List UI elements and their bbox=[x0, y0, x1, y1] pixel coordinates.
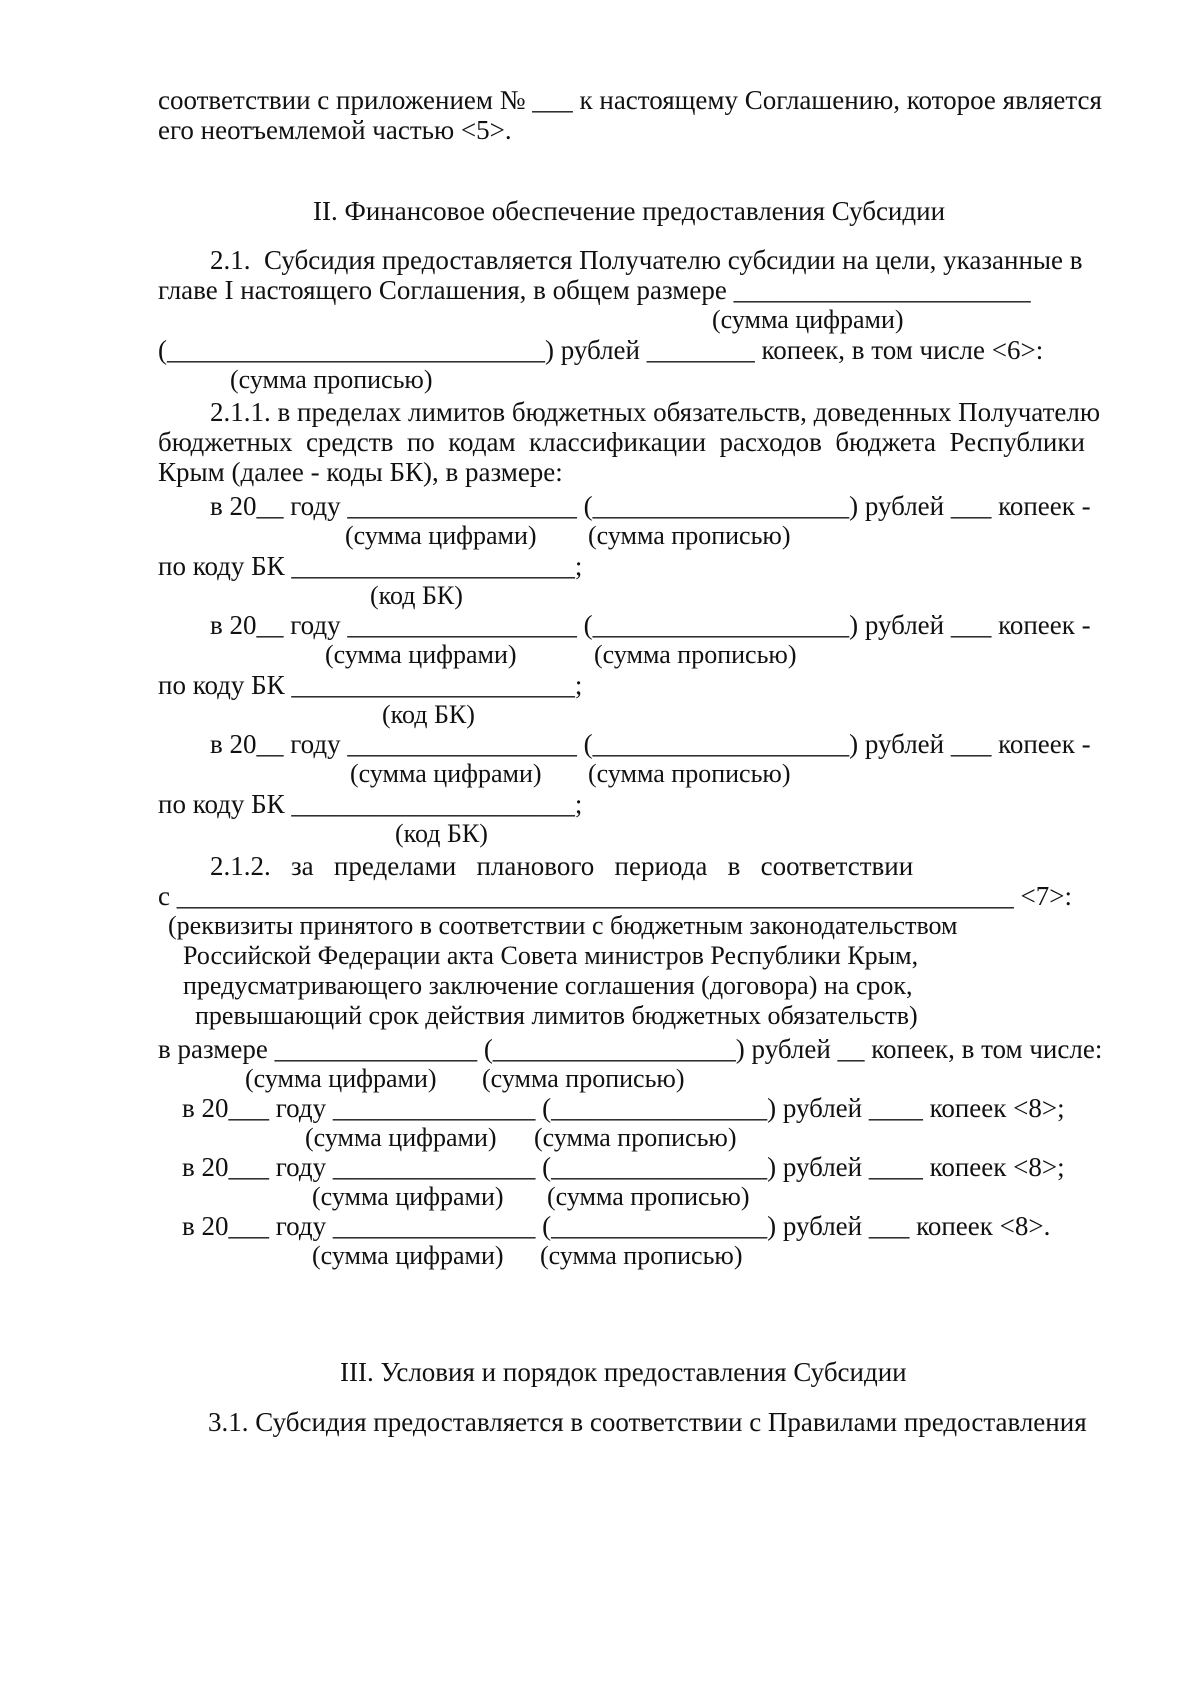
p212-requisites-line-1: (реквизиты принятого в соответствии с бюджетным законодательством bbox=[168, 911, 958, 940]
p212-line-2: с ______________________________________________________________ <7>: bbox=[158, 881, 1072, 911]
p21-caption-sum-words: (сумма прописью) bbox=[230, 365, 433, 394]
p212-year-caption-words: (сумма прописью) bbox=[534, 1123, 737, 1152]
p21-line-3: (____________________________) рублей ________ копеек, в том числе <6>: bbox=[158, 335, 1044, 365]
bk-caption-digits: (сумма цифрами) bbox=[350, 759, 542, 788]
p212-year-caption-digits: (сумма цифрами) bbox=[305, 1123, 497, 1152]
p212-year-caption-words: (сумма прописью) bbox=[547, 1182, 750, 1211]
p212-caption-digits: (сумма цифрами) bbox=[245, 1064, 437, 1093]
bk-caption-code: (код БК) bbox=[370, 581, 463, 610]
p21-line-1: 2.1. Субсидия предоставляется Получателю субсидии на цели, указанные в bbox=[210, 245, 1083, 275]
p211-line-3: Крым (далее - коды БК), в размере: bbox=[158, 457, 563, 487]
p21-line-2: главе I настоящего Соглашения, в общем размере ______________________ bbox=[158, 275, 1031, 305]
p212-year-line: в 20___ году _______________ (________________) рублей ____ копеек <8>; bbox=[182, 1093, 1065, 1123]
section-3-heading: III. Условия и порядок предоставления Субсидии bbox=[340, 1357, 907, 1387]
bk-code-line: по коду БК _____________________; bbox=[158, 551, 583, 581]
p212-year-caption-digits: (сумма цифрами) bbox=[312, 1241, 504, 1270]
section-2-heading: II. Финансовое обеспечение предоставления Субсидии bbox=[313, 196, 946, 226]
p211-line-1: 2.1.1. в пределах лимитов бюджетных обязательств, доведенных Получателю bbox=[210, 397, 1101, 427]
bk-year-line: в 20__ году _________________ (___________________) рублей ___ копеек - bbox=[210, 729, 1091, 759]
p21-caption-sum-digits: (сумма цифрами) bbox=[712, 305, 904, 334]
p211-line-2: бюджетных средств по кодам классификации расходов бюджета Республики bbox=[158, 427, 1085, 457]
bk-caption-words: (сумма прописью) bbox=[588, 521, 791, 550]
p212-requisites-line-3: предусматривающего заключение соглашения (договора) на срок, bbox=[183, 971, 913, 1000]
bk-caption-code: (код БК) bbox=[382, 700, 475, 729]
bk-caption-words: (сумма прописью) bbox=[588, 759, 791, 788]
p212-line-1: 2.1.2. за пределами планового периода в соответствии bbox=[210, 851, 914, 881]
p212-size-line: в размере _______________ (__________________) рублей __ копеек, в том числе: bbox=[158, 1034, 1103, 1064]
bk-caption-digits: (сумма цифрами) bbox=[325, 640, 517, 669]
bk-year-line: в 20__ году _________________ (___________________) рублей ___ копеек - bbox=[210, 610, 1091, 640]
intro-line-2: его неотъемлемой частью <5>. bbox=[158, 115, 512, 145]
bk-code-line: по коду БК _____________________; bbox=[158, 789, 583, 819]
bk-code-line: по коду БК _____________________; bbox=[158, 670, 583, 700]
p212-caption-words: (сумма прописью) bbox=[482, 1064, 685, 1093]
p212-requisites-line-2: Российской Федерации акта Совета министров Республики Крым, bbox=[183, 941, 919, 970]
p212-year-line: в 20___ году _______________ (________________) рублей ___ копеек <8>. bbox=[182, 1211, 1051, 1241]
bk-caption-words: (сумма прописью) bbox=[594, 640, 797, 669]
intro-line-1: соответствии с приложением № ___ к настоящему Соглашению, которое является bbox=[158, 85, 1102, 115]
p31-line-1: 3.1. Субсидия предоставляется в соответствии с Правилами предоставления bbox=[208, 1407, 1087, 1437]
p212-year-caption-words: (сумма прописью) bbox=[540, 1241, 743, 1270]
p212-year-line: в 20___ году _______________ (________________) рублей ____ копеек <8>; bbox=[182, 1152, 1065, 1182]
p212-year-caption-digits: (сумма цифрами) bbox=[312, 1182, 504, 1211]
bk-caption-digits: (сумма цифрами) bbox=[345, 521, 537, 550]
bk-caption-code: (код БК) bbox=[395, 819, 488, 848]
p212-requisites-line-4: превышающий срок действия лимитов бюджетных обязательств) bbox=[195, 1001, 918, 1030]
bk-year-line: в 20__ году _________________ (___________________) рублей ___ копеек - bbox=[210, 491, 1091, 521]
